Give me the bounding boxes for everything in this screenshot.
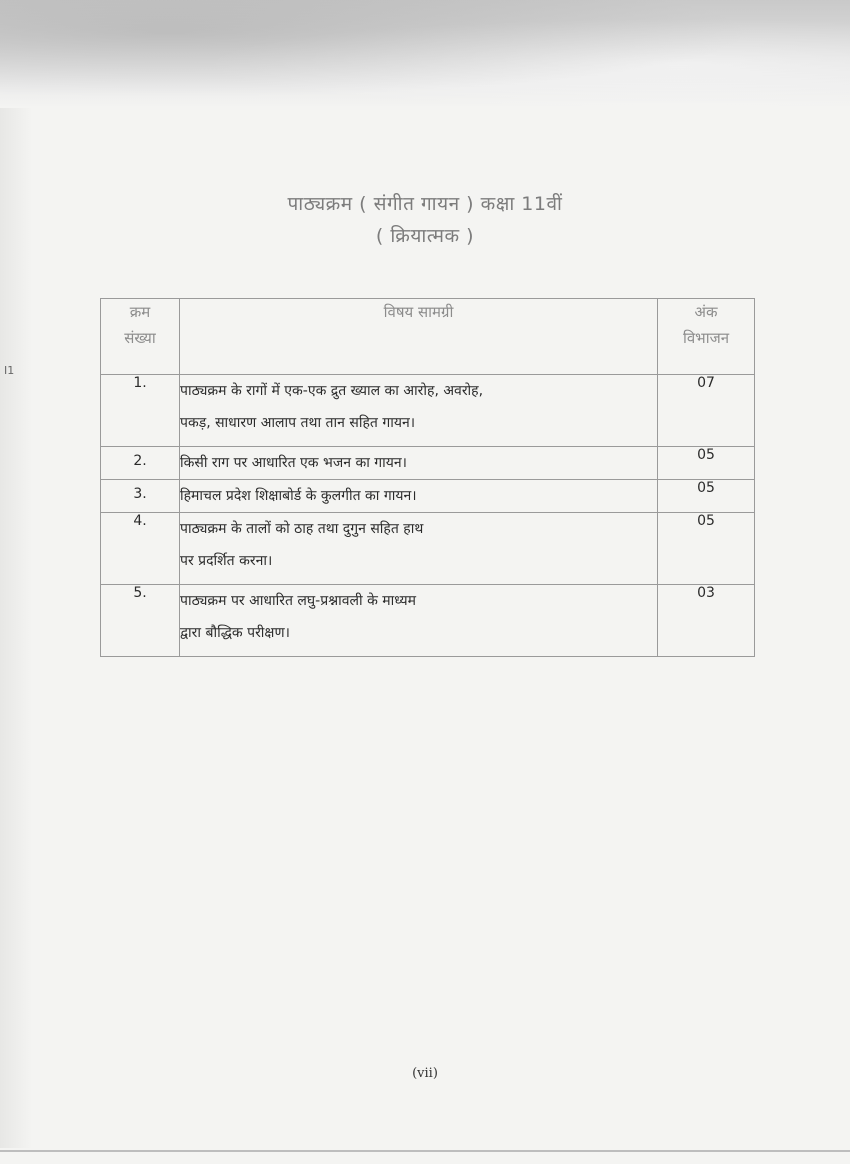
syllabus-table [100, 298, 755, 657]
table-row [101, 480, 755, 513]
margin-mark: I1 [4, 364, 15, 377]
row-content [180, 513, 658, 585]
row-serial: 3. [101, 480, 180, 513]
page-title: पाठ्यक्रम ( संगीत गायन ) कक्षा 11वीं [287, 193, 563, 215]
header-content: विषय सामग्री [180, 299, 658, 375]
table-header-row [101, 299, 755, 375]
row-marks: 05 [658, 480, 755, 513]
row-marks: 05 [658, 513, 755, 585]
row-serial: 4. [101, 513, 180, 585]
scan-shadow-band [0, 0, 850, 108]
page-subtitle: ( क्रियात्मक ) [375, 225, 475, 247]
row-content-line: द्वारा बौद्धिक परीक्षण। [180, 625, 290, 641]
row-content-line: किसी राग पर आधारित एक भजन का गायन। [180, 455, 407, 471]
row-serial: 2. [101, 447, 180, 480]
header-marks-line-1: अंक [694, 303, 718, 321]
row-content [180, 375, 658, 447]
row-content-line: पाठ्यक्रम के तालों को ठाह तथा दुगुन सहित हाथ [180, 521, 424, 537]
row-content [180, 447, 658, 480]
row-content-line: पकड़, साधारण आलाप तथा तान सहित गायन। [180, 415, 416, 431]
header-serial-line-2: संख्या [124, 329, 156, 347]
row-serial: 5. [101, 585, 180, 657]
table-row [101, 513, 755, 585]
row-marks: 03 [658, 585, 755, 657]
table-row [101, 585, 755, 657]
page-bottom-edge [0, 1150, 850, 1152]
table-row [101, 375, 755, 447]
page-left-edge [0, 108, 32, 1148]
table-row [101, 447, 755, 480]
header-marks [658, 299, 755, 375]
page-number: (vii) [412, 1066, 438, 1081]
header-marks-line-2: विभाजन [682, 329, 730, 347]
header-serial [101, 299, 180, 375]
row-content [180, 585, 658, 657]
row-marks: 05 [658, 447, 755, 480]
header-serial-line-1: क्रम [129, 303, 151, 321]
row-content-line: पर प्रदर्शित करना। [180, 553, 273, 569]
row-content [180, 480, 658, 513]
row-serial: 1. [101, 375, 180, 447]
row-content-line: हिमाचल प्रदेश शिक्षाबोर्ड के कुलगीत का गायन। [180, 488, 417, 504]
row-marks: 07 [658, 375, 755, 447]
row-content-line: पाठ्यक्रम पर आधारित लघु-प्रश्नावली के माध्यम [180, 593, 417, 609]
row-content-line: पाठ्यक्रम के रागों में एक-एक द्रुत ख्याल का आरोह, अवरोह, [180, 383, 484, 399]
